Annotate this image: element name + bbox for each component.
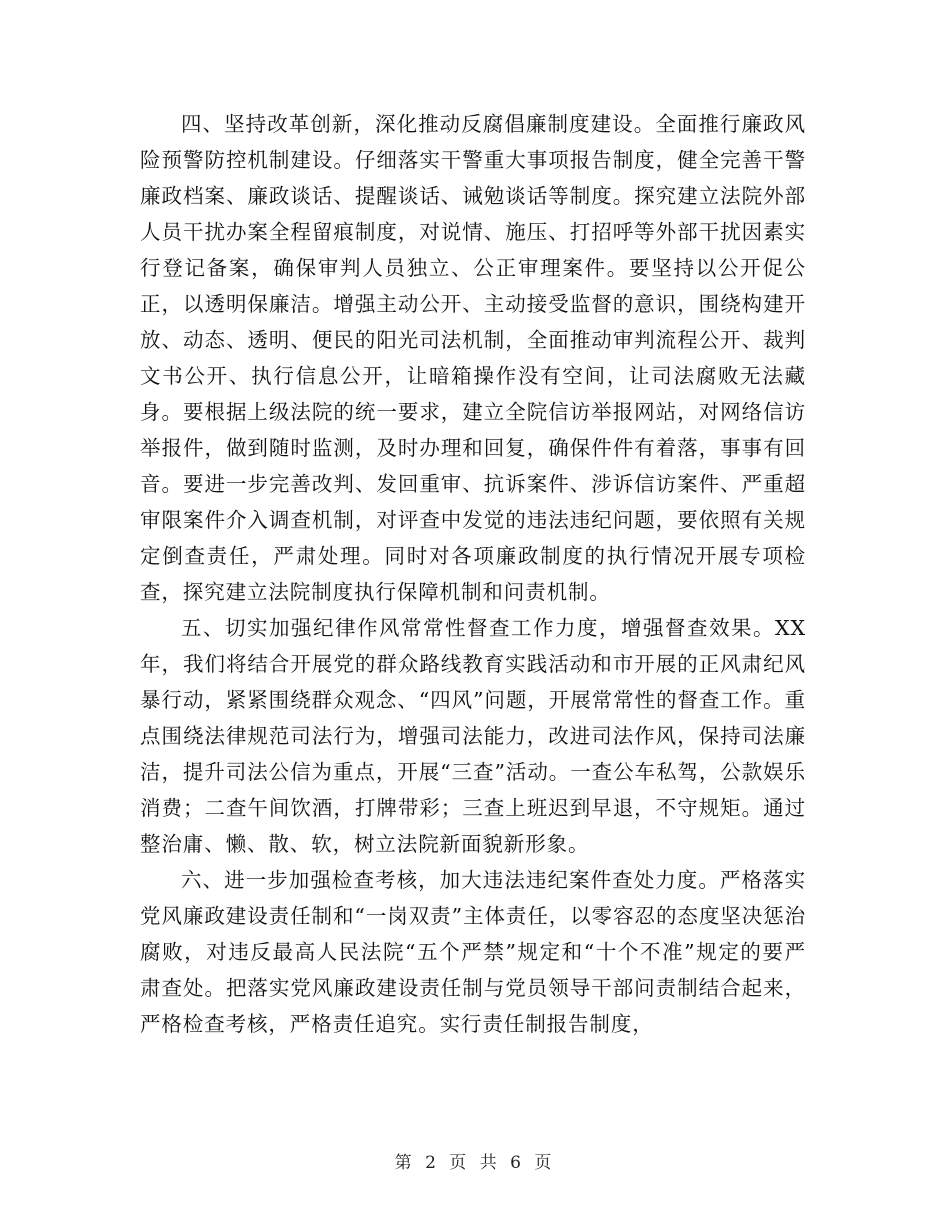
paragraph-section-four: 四、坚持改革创新，深化推动反腐倡廉制度建设。全面推行廉政风险预警防控机制建设。仔细落实干警重大事项报告制度，健全完善干警廉政档案、廉政谈话、提醒谈话、诫勉谈话等制度。探究建立法院外部人员干扰办案全程留痕制度，对说情、施压、打招呼等外部干扰因素实行登记备案，确保审判人员独立、公正审理案件。要坚持以公开促公正，以透明保廉洁。增强主动公开、主动接受监督的意识，围绕构建开放、动态、透明、便民的阳光司法机制，全面推动审判流程公开、裁判文书公开、执行信息公开，让暗箱操作没有空间，让司法腐败无法藏身。要根据上级法院的统一要求，建立全院信访举报网站，对网络信访举报件，做到随时监测，及时办理和回复，确保件件有着落，事事有回音。要进一步完善改判、发回重审、抗诉案件、涉诉信访案件、严重超审限案件介入调查机制，对评查中发觉的违法违纪问题，要依照有关规定倒查责任，严肃处理。同时对各项廉政制度的执行情况开展专项检查，探究建立法院制度执行保障机制和问责机制。	[140, 112, 806, 604]
document-body	[140, 106, 806, 1042]
paragraph-section-six: 六、进一步加强检查考核，加大违法违纪案件查处力度。严格落实党风廉政建设责任制和“一岗双责”主体责任，以零容忍的态度坚决惩治腐败，对违反最高人民法院“五个严禁”规定和“十个不准”规定的要严肃查处。把落实党风廉政建设责任制与党员领导干部问责制结合起来，严格检查考核，严格责任追究。实行责任制报告制度，	[140, 868, 806, 1036]
page-number-label: 第 2 页 共 6 页	[394, 1153, 556, 1173]
paragraph-section-five: 五、切实加强纪律作风常常性督查工作力度，增强督查效果。XX年，我们将结合开展党的群众路线教育实践活动和市开展的正风肃纪风暴行动，紧紧围绕群众观念、“四风”问题，开展常常性的督查工作。重点围绕法律规范司法行为，增强司法能力，改进司法作风，保持司法廉洁，提升司法公信为重点，开展“三查”活动。一查公车私驾，公款娱乐消费；二查午间饮酒，打牌带彩；三查上班迟到早退，不守规矩。通过整治庸、懒、散、软，树立法院新面貌新形象。	[140, 616, 806, 856]
page-footer	[0, 1148, 950, 1173]
